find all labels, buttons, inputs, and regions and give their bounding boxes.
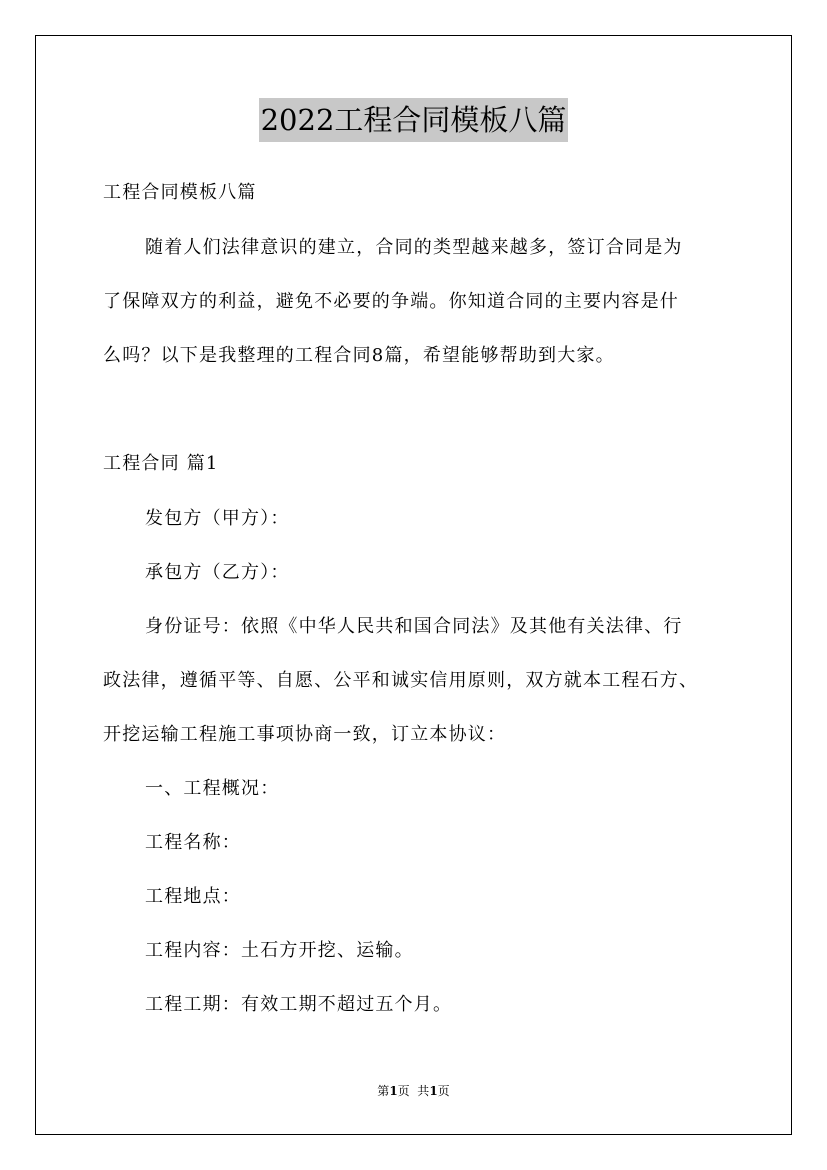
paragraph-line: 工程工期：有效工期不超过五个月。 xyxy=(145,994,453,1015)
page-current: 1 xyxy=(389,1084,398,1098)
paragraph-line: 身份证号：依照《中华人民共和国合同法》及其他有关法律、行 xyxy=(145,616,683,637)
page-footer xyxy=(0,1083,827,1099)
paragraph-line: 政法律，遵循平等、自愿、公平和诚实信用原则，双方就本工程石方、 xyxy=(103,670,699,691)
paragraph-line: 随着人们法律意识的建立，合同的类型越来越多，签订合同是为 xyxy=(145,237,683,258)
paragraph-line: 工程名称： xyxy=(145,832,241,853)
paragraph-line: 发包方（甲方）： xyxy=(145,508,290,529)
page-total: 1 xyxy=(429,1084,438,1098)
paragraph-line: 工程地点： xyxy=(145,886,241,907)
page-mid: 页 共 xyxy=(397,1084,430,1098)
section-heading: 工程合同 篇1 xyxy=(103,453,219,474)
document-title: 2022工程合同模板八篇 xyxy=(259,98,569,142)
paragraph-line: 工程内容：土石方开挖、运输。 xyxy=(145,940,414,961)
subtitle: 工程合同模板八篇 xyxy=(103,182,257,203)
paragraph-line: 么吗？以下是我整理的工程合同8篇，希望能够帮助到大家。 xyxy=(103,345,615,366)
page-suffix: 页 xyxy=(437,1084,450,1098)
paragraph-line: 承包方（乙方）： xyxy=(145,562,290,583)
page-prefix: 第 xyxy=(377,1084,390,1098)
document-title-wrap xyxy=(0,98,827,142)
paragraph-line: 一、工程概况： xyxy=(145,778,280,799)
paragraph-line: 了保障双方的利益，避免不必要的争端。你知道合同的主要内容是什 xyxy=(103,291,679,312)
paragraph-line: 开挖运输工程施工事项协商一致，订立本协议： xyxy=(103,724,507,745)
